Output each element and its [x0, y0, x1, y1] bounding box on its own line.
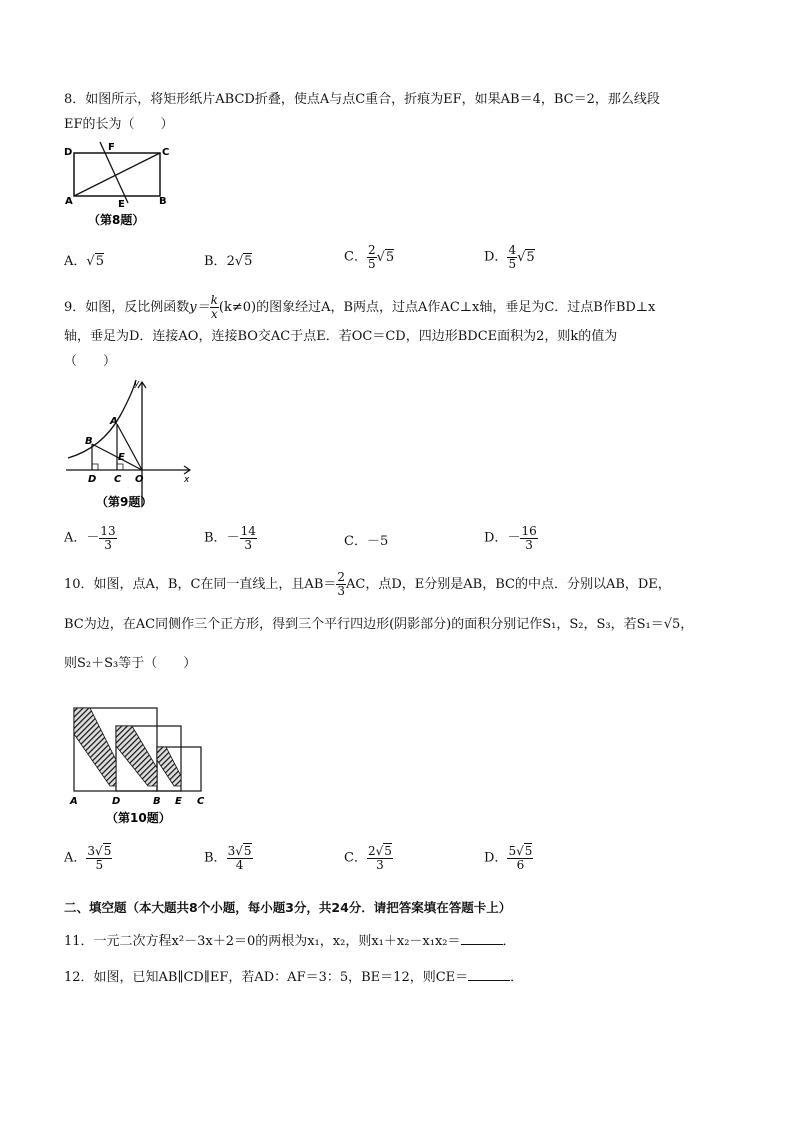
q9-label-o: O — [135, 474, 144, 485]
q10-option-a[interactable]: A． $\frac{3√5}{5}$ — [64, 844, 112, 872]
q10-figure — [62, 700, 222, 830]
q10-stem-line3: 则S₂＋S₃等于（ ） — [64, 656, 197, 671]
q12-stem: 12．如图，已知AB∥CD∥EF，若AD：AF＝3：5，BE＝12，则CE＝ ． — [64, 967, 523, 987]
q10-stem-line1: 10．如图，点A，B，C在同一直线上，且AB＝ $\frac{2}{3}$ AC，点D，E分别是AB，BC的中点．分别以AB，DE， — [64, 570, 671, 598]
q9-option-a[interactable]: A．－ $\frac{13}{3}$ — [64, 524, 116, 552]
q8-option-c[interactable]: C． $\frac{2}{5}$ √5 — [344, 243, 395, 271]
q9-label-c: C — [114, 474, 122, 485]
q9-stem-line3: （ ） — [64, 354, 117, 369]
q10-label-b: B — [153, 796, 161, 807]
q11-answer-blank[interactable] — [461, 931, 503, 945]
q8-label-a: A — [65, 196, 73, 207]
q9-label-y: y — [134, 379, 140, 389]
q10-label-e: E — [175, 796, 182, 807]
q9-label-d: D — [88, 474, 97, 485]
q8-option-d[interactable]: D． $\frac{4}{5}$ √5 — [484, 243, 535, 271]
q8-caption: （第8题） — [88, 213, 145, 227]
q9-stem-line1: 9．如图，反比例函数y＝ $\frac{k}{x}$ (k≠0)的图象经过A，B两点，过点A作AC⊥x轴，垂足为C．过点B作BD⊥x — [64, 293, 656, 321]
q9-option-b[interactable]: B．－ $\frac{14}{3}$ — [204, 524, 256, 552]
q9-label-a: A — [110, 416, 118, 427]
q8-label-d: D — [64, 147, 73, 158]
q9-label-b: B — [85, 436, 93, 447]
q8-option-a[interactable]: A．√5 — [64, 254, 104, 269]
q8-option-b[interactable]: B．2√5 — [204, 254, 253, 269]
q12-answer-blank[interactable] — [468, 967, 510, 981]
q8-label-b: B — [159, 196, 167, 207]
q10-option-d[interactable]: D． $\frac{5√5}{6}$ — [484, 844, 533, 872]
q9-option-c[interactable]: C．－5 — [344, 534, 389, 549]
q10-label-d: D — [112, 796, 121, 807]
q10-caption: （第10题） — [106, 811, 171, 825]
q10-option-b[interactable]: B． $\frac{3√5}{4}$ — [204, 844, 252, 872]
q9-figure — [62, 376, 202, 516]
q8-label-e: E — [118, 199, 125, 210]
q11-stem: 11．一元二次方程x²－3x＋2＝0的两根为x₁，x₂，则x₁＋x₂－x₁x₂＝ ． — [64, 931, 516, 951]
q10-label-c: C — [197, 796, 205, 807]
q9-label-e: E — [118, 452, 125, 463]
q9-caption: （第9题） — [96, 495, 153, 509]
section2-title: 二、填空题（本大题共8个小题，每小题3分，共24分．请把答案填在答题卡上） — [64, 900, 512, 915]
q8-label-c: C — [162, 147, 170, 158]
q10-stem-line2: BC为边，在AC同侧作三个正方形，得到三个平行四边形(阴影部分)的面积分别记作S₁，S₂，S₃，若S₁＝√5， — [64, 617, 694, 632]
q9-stem-line2: 轴，垂足为D．连接AO，连接BO交AC于点E．若OC＝CD，四边形BDCE面积为2，则k的值为 — [64, 329, 618, 344]
q8-stem-line1: 8．如图所示，将矩形纸片ABCD折叠，使点A与点C重合，折痕为EF，如果AB＝4，BC＝2，那么线段 — [64, 92, 660, 107]
q8-stem-line2: EF的长为（ ） — [64, 117, 174, 132]
q8-figure — [62, 140, 182, 230]
q10-label-a: A — [70, 796, 78, 807]
q10-option-c[interactable]: C． $\frac{2√5}{3}$ — [344, 844, 392, 872]
q8-label-f: F — [108, 142, 115, 153]
q9-label-x: x — [184, 475, 190, 485]
q9-option-d[interactable]: D．－ $\frac{16}{3}$ — [484, 524, 537, 552]
